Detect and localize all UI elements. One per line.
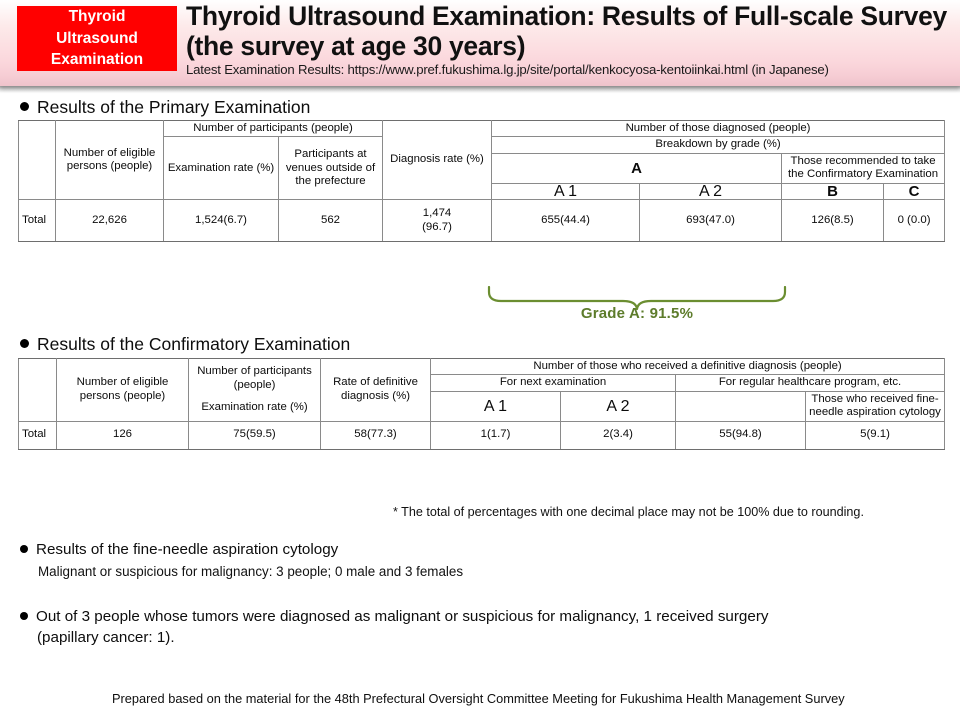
cell-b: 126(8.5) [782, 200, 884, 242]
cell-a2: 2(3.4) [561, 421, 676, 449]
surgery-statement-label-1: Out of 3 people whose tumors were diagnosed as malignant or suspicious for malignancy, 1 received surgery [36, 608, 769, 625]
cell-outside-prefecture: 562 [279, 200, 383, 242]
cell-a1: 655(44.4) [492, 200, 640, 242]
header-grade-a: A [492, 153, 782, 183]
header-a2: A 2 [640, 183, 782, 199]
header-participants-group: Number of participants (people) [164, 121, 383, 137]
cell-a1: 1(1.7) [431, 421, 561, 449]
cell-definitive-rate: 58(77.3) [321, 421, 431, 449]
cell-eligible-persons: 126 [57, 421, 189, 449]
cell-corner-blank [19, 121, 56, 200]
fna-detail-text: Malignant or suspicious for malignancy: 3 people; 0 male and 3 females [38, 564, 464, 579]
header-shadow [0, 86, 960, 93]
header-breakdown-by-grade: Breakdown by grade (%) [492, 137, 945, 153]
bullet-dot-icon [20, 102, 29, 111]
category-tag-line-1: Thyroid [68, 8, 126, 26]
header-a1: A 1 [431, 391, 561, 421]
cell-fna-cytology: 5(9.1) [806, 421, 945, 449]
heading-primary-examination [20, 96, 310, 118]
heading-confirmatory-examination-label: Results of the Confirmatory Examination [37, 334, 351, 354]
cell-diagnosis-rate-count: 1,474 [422, 207, 452, 220]
heading-primary-examination-label: Results of the Primary Examination [37, 97, 311, 117]
category-tag-line-3: Examination [50, 51, 144, 69]
header-a2: A 2 [561, 391, 676, 421]
table-row [19, 200, 945, 242]
page-title: Thyroid Ultrasound Examination: Results of Full-scale Survey (the survey at age 30 years) [186, 1, 947, 61]
cell-regular-program: 55(94.8) [676, 421, 806, 449]
heading-fna-results-label: Results of the fine-needle aspiration cytology [36, 541, 339, 558]
header-eligible-persons: Number of eligible persons (people) [57, 359, 189, 422]
bullet-dot-icon [20, 612, 28, 620]
header-for-regular-program: For regular healthcare program, etc. [676, 375, 945, 391]
cell-a2: 693(47.0) [640, 200, 782, 242]
header-a1: A 1 [492, 183, 640, 199]
header-examination-rate: Examination rate (%) [164, 137, 279, 200]
cell-eligible-persons: 22,626 [56, 200, 164, 242]
bullet-dot-icon [20, 545, 28, 553]
source-footnote: Prepared based on the material for the 48th Prefectural Oversight Committee Meeting for Fukushima Health Management Survey [112, 691, 845, 706]
category-tag-line-2: Ultrasound [56, 29, 138, 47]
table-row [19, 121, 945, 137]
header-diagnosis-rate: Diagnosis rate (%) [383, 121, 492, 200]
surgery-statement-line-2 [37, 628, 175, 648]
row-label-total: Total [19, 200, 56, 242]
header-eligible-persons: Number of eligible persons (people) [56, 121, 164, 200]
surgery-statement-label-2: (papillary cancer: 1). [37, 629, 175, 646]
header-participants-exam-rate [189, 359, 321, 422]
cell-diagnosis-rate-percent: (96.7) [422, 220, 452, 233]
cell-participants: 75(59.5) [189, 421, 321, 449]
header-for-next-examination: For next examination [431, 375, 676, 391]
grade-a-annotation: Grade A: 91.5% [580, 305, 694, 322]
header-definitive-diagnosis-group: Number of those who received a definitive diagnosis (people) [431, 359, 945, 375]
header-definitive-diagnosis-rate: Rate of definitive diagnosis (%) [321, 359, 431, 422]
note-rounding: * The total of percentages with one decimal place may not be 100% due to rounding. [393, 505, 864, 519]
heading-confirmatory-examination [20, 333, 350, 355]
table-confirmatory-examination [18, 358, 945, 450]
row-label-total: Total [19, 421, 57, 449]
page-subtitle-url: Latest Examination Results: https://www.pref.fukushima.lg.jp/site/portal/kenkocyosa-kentoiinkai.html (in Japanese) [186, 62, 829, 77]
cell-corner-blank [19, 359, 57, 422]
table-row [19, 421, 945, 449]
header-c: C [884, 183, 945, 199]
header-recommended-confirmatory: Those recommended to take the Confirmatory Examination [782, 153, 945, 183]
header-b: B [782, 183, 884, 199]
surgery-statement-line-1 [20, 607, 768, 627]
header-participants-label: Number of participants (people) [197, 365, 312, 391]
header-diagnosed-group: Number of those diagnosed (people) [492, 121, 945, 137]
bullet-dot-icon [20, 339, 29, 348]
cell-c: 0 (0.0) [884, 200, 945, 242]
heading-fna-results [20, 540, 338, 560]
header-regular-program-blank [676, 391, 806, 421]
header-exam-rate-label: Examination rate (%) [201, 401, 308, 414]
cell-examination-rate: 1,524(6.7) [164, 200, 279, 242]
header-outside-prefecture: Participants at venues outside of the prefecture [279, 137, 383, 200]
category-tag [17, 6, 177, 71]
cell-diagnosis-rate [383, 200, 492, 242]
table-primary-examination [18, 120, 945, 242]
table-row [19, 359, 945, 375]
header-fna-cytology: Those who received fine-needle aspiration cytology [806, 391, 945, 421]
